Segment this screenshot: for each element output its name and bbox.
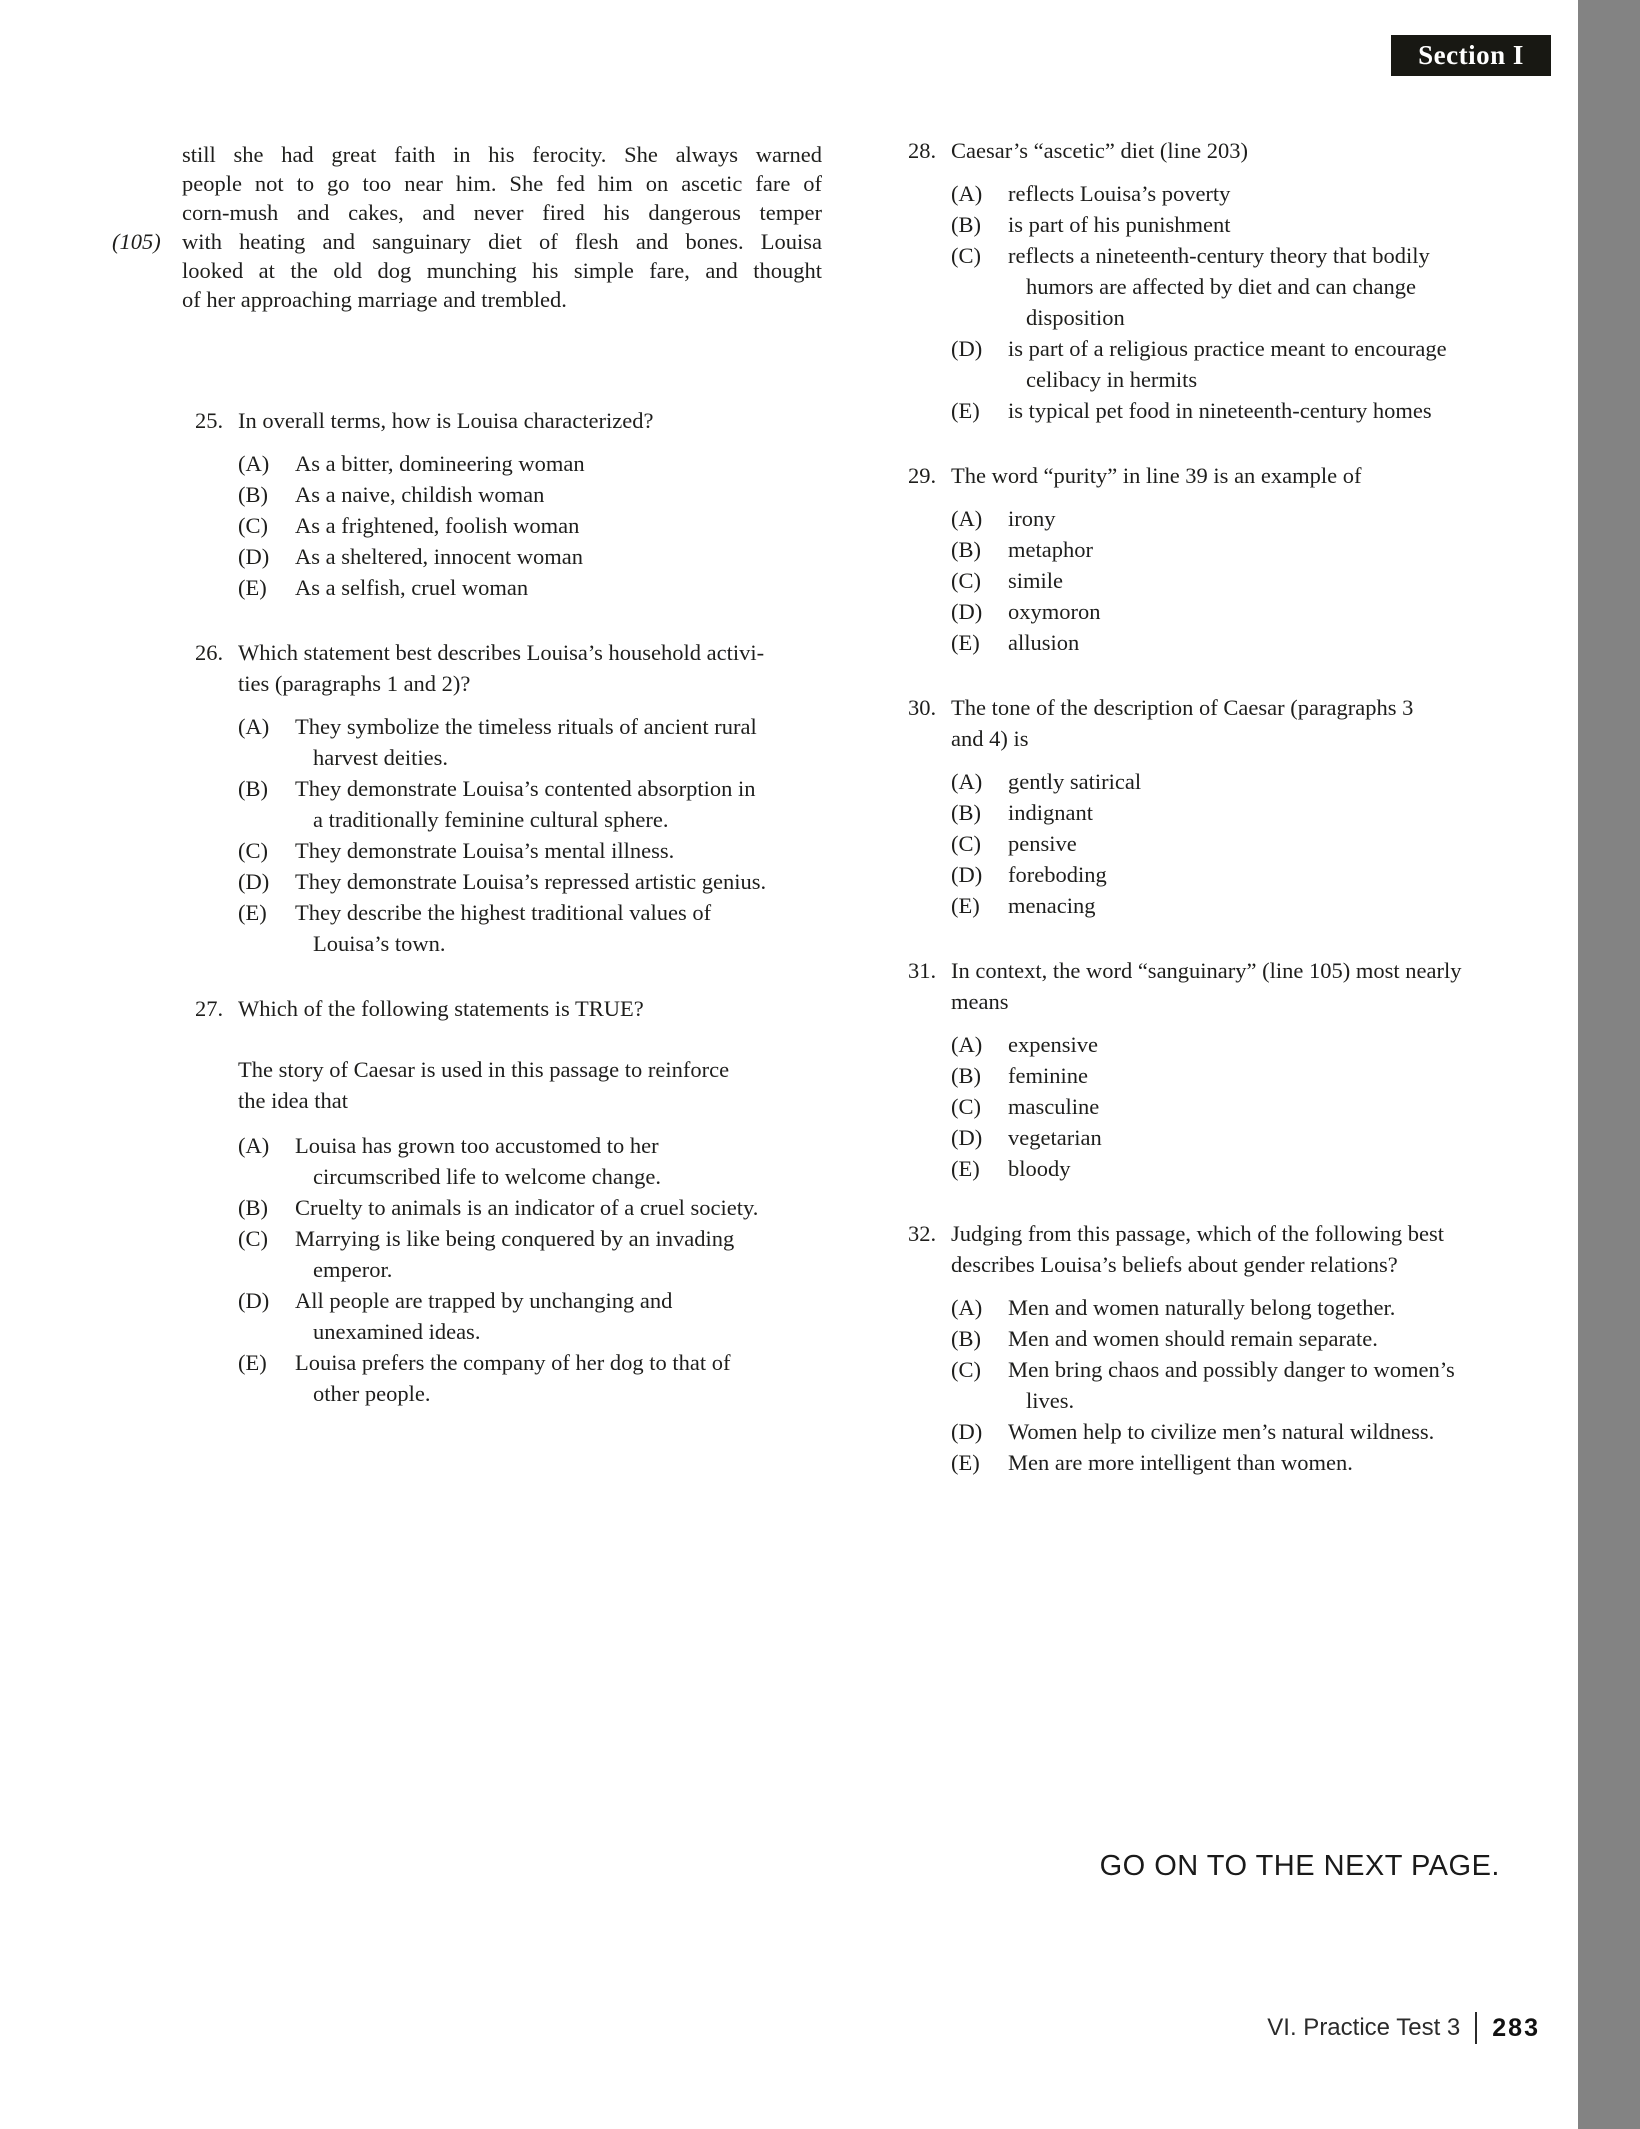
option-label: (B)	[951, 800, 981, 825]
option-row	[951, 333, 1558, 395]
option-text	[1008, 596, 1558, 627]
option-text	[1008, 1122, 1558, 1153]
question-number: 26.	[195, 640, 224, 665]
option-text-line: They demonstrate Louisa’s mental illness.	[295, 838, 675, 863]
options-list	[951, 766, 1558, 921]
option-label: (E)	[951, 1450, 980, 1475]
option-text-line: irony	[1008, 506, 1056, 531]
question-prompt	[238, 993, 870, 1024]
option-text	[295, 835, 870, 866]
prompt-line: The tone of the description of Caesar (paragraphs 3	[951, 695, 1414, 720]
option-row	[238, 1347, 870, 1409]
footer-page-number: 283	[1492, 2013, 1540, 2042]
passage-line: with heating and sanguinary diet of flesh and bones. Louisa	[182, 229, 822, 254]
option-text-line: gently satirical	[1008, 769, 1142, 794]
question-prompt	[951, 135, 1558, 166]
passage-line: looked at the old dog munching his simple fare, and thought	[182, 258, 822, 283]
option-text	[1008, 766, 1558, 797]
prompt-line: ties (paragraphs 1 and 2)?	[238, 671, 471, 696]
option-text	[295, 1285, 870, 1347]
option-row	[951, 1153, 1558, 1184]
option-text-line: humors are affected by diet and can change	[1026, 274, 1417, 299]
passage-excerpt	[112, 140, 822, 314]
question-32	[908, 1218, 1558, 1478]
questions-column-right	[908, 135, 1558, 1478]
option-text	[1008, 240, 1558, 333]
option-label: (C)	[951, 243, 981, 268]
option-label: (D)	[951, 336, 983, 361]
option-text	[295, 773, 870, 835]
option-label: (D)	[951, 862, 983, 887]
option-label: (B)	[951, 212, 981, 237]
passage-gutter	[112, 169, 182, 198]
option-label: (A)	[951, 1295, 983, 1320]
passage-line: people not to go too near him. She fed him on ascetic fare of	[182, 171, 822, 196]
option-text-line: Louisa’s town.	[313, 931, 446, 956]
option-text-line: simile	[1008, 568, 1063, 593]
option-text-line: foreboding	[1008, 862, 1107, 887]
option-text-line: They symbolize the timeless rituals of ancient rural	[295, 714, 757, 739]
question-prompt	[951, 692, 1558, 754]
option-text-line: pensive	[1008, 831, 1077, 856]
option-text	[295, 541, 870, 572]
option-label: (D)	[951, 1125, 983, 1150]
section-label: Section I	[1418, 40, 1524, 70]
option-text-line: circumscribed life to welcome change.	[313, 1164, 661, 1189]
footer-book-label: VI. Practice Test 3	[1267, 2014, 1461, 2041]
question-26	[195, 637, 870, 959]
option-label: (C)	[238, 1226, 268, 1251]
question-prompt	[951, 1218, 1558, 1280]
prompt-line: describes Louisa’s beliefs about gender relations?	[951, 1252, 1398, 1277]
option-text-line: As a bitter, domineering woman	[295, 451, 585, 476]
option-label: (A)	[951, 1032, 983, 1057]
option-row	[951, 797, 1558, 828]
option-label: (B)	[951, 537, 981, 562]
option-label: (D)	[238, 544, 270, 569]
option-text-line: reflects Louisa’s poverty	[1008, 181, 1231, 206]
option-text-line: allusion	[1008, 630, 1080, 655]
option-text-line: Louisa prefers the company of her dog to that of	[295, 1350, 731, 1375]
questions-column-left	[195, 405, 870, 1409]
option-label: (C)	[951, 1094, 981, 1119]
option-label: (E)	[238, 900, 267, 925]
option-text-line: celibacy in hermits	[1026, 367, 1198, 392]
option-text	[295, 1130, 870, 1192]
passage-gutter	[112, 256, 182, 285]
question-body	[951, 955, 1558, 1184]
option-text-line: Men bring chaos and possibly danger to women’s	[1008, 1357, 1455, 1382]
question-25	[195, 405, 870, 603]
option-label: (E)	[238, 1350, 267, 1375]
passage-line-row	[112, 140, 822, 169]
option-text-line: menacing	[1008, 893, 1096, 918]
option-text	[1008, 1029, 1558, 1060]
option-label: (B)	[238, 1195, 268, 1220]
option-text	[1008, 828, 1558, 859]
option-row	[238, 1130, 870, 1192]
option-text	[1008, 1447, 1558, 1478]
page-footer	[1267, 2008, 1540, 2048]
option-text-line: emperor.	[313, 1257, 393, 1282]
option-row	[951, 1416, 1558, 1447]
footer-separator	[1475, 2012, 1477, 2044]
option-row	[951, 209, 1558, 240]
options-list	[238, 448, 870, 603]
option-row	[238, 541, 870, 572]
option-label: (E)	[238, 575, 267, 600]
option-text	[1008, 1323, 1558, 1354]
option-row	[951, 395, 1558, 426]
option-label: (D)	[951, 1419, 983, 1444]
question-number: 27.	[195, 996, 224, 1021]
option-text-line: unexamined ideas.	[313, 1319, 481, 1344]
question-prompt	[238, 637, 870, 699]
go-on-instruction: GO ON TO THE NEXT PAGE.	[1099, 1850, 1500, 1882]
options-list	[951, 1292, 1558, 1478]
passage-gutter	[112, 140, 182, 169]
option-row	[951, 1122, 1558, 1153]
option-text	[1008, 1416, 1558, 1447]
question-number: 28.	[908, 138, 937, 163]
option-row	[951, 766, 1558, 797]
option-row	[238, 572, 870, 603]
option-row	[951, 565, 1558, 596]
option-text-line: bloody	[1008, 1156, 1071, 1181]
option-text	[295, 479, 870, 510]
option-text-line: Men are more intelligent than women.	[1008, 1450, 1353, 1475]
passage-gutter	[112, 285, 182, 314]
option-text	[1008, 565, 1558, 596]
option-text-line: is part of his punishment	[1008, 212, 1231, 237]
option-label: (E)	[951, 893, 980, 918]
question-number: 25.	[195, 408, 224, 433]
options-list	[238, 711, 870, 959]
question-30	[908, 692, 1558, 921]
option-label: (C)	[951, 568, 981, 593]
option-label: (A)	[951, 181, 983, 206]
options-list	[951, 178, 1558, 426]
option-text	[1008, 503, 1558, 534]
question-body	[238, 993, 870, 1409]
option-text	[1008, 1091, 1558, 1122]
option-text	[295, 1223, 870, 1285]
prompt-line: Which of the following statements is TRUE?	[238, 996, 644, 1021]
option-text	[1008, 178, 1558, 209]
option-text-line: metaphor	[1008, 537, 1093, 562]
question-body	[951, 460, 1558, 658]
option-text	[295, 572, 870, 603]
option-row	[951, 627, 1558, 658]
option-text	[1008, 1292, 1558, 1323]
option-row	[238, 1223, 870, 1285]
options-list	[951, 1029, 1558, 1184]
passage-line-number: (105)	[112, 229, 161, 254]
option-text-line: Marrying is like being conquered by an invading	[295, 1226, 735, 1251]
option-label: (C)	[238, 838, 268, 863]
option-row	[238, 897, 870, 959]
passage-line-row	[112, 227, 822, 256]
option-text-line: Women help to civilize men’s natural wildness.	[1008, 1419, 1435, 1444]
prompt-line: and 4) is	[951, 726, 1029, 751]
question-body	[238, 405, 870, 603]
option-row	[951, 1091, 1558, 1122]
question-27	[195, 993, 870, 1409]
option-text	[295, 711, 870, 773]
option-text	[1008, 534, 1558, 565]
option-text	[1008, 627, 1558, 658]
option-row	[238, 1285, 870, 1347]
prompt-line: Judging from this passage, which of the following best	[951, 1221, 1445, 1246]
option-label: (C)	[951, 1357, 981, 1382]
intro-line: the idea that	[238, 1088, 348, 1113]
question-28	[908, 135, 1558, 426]
options-list	[951, 503, 1558, 658]
option-label: (A)	[238, 714, 270, 739]
option-text-line: harvest deities.	[313, 745, 448, 770]
option-row	[238, 773, 870, 835]
option-text-line: As a sheltered, innocent woman	[295, 544, 584, 569]
question-31	[908, 955, 1558, 1184]
prompt-line: In context, the word “sanguinary” (line 105) most nearly	[951, 958, 1462, 983]
question-29	[908, 460, 1558, 658]
option-label: (E)	[951, 630, 980, 655]
option-label: (A)	[238, 1133, 270, 1158]
option-label: (A)	[238, 451, 270, 476]
option-text	[295, 1347, 870, 1409]
option-row	[951, 828, 1558, 859]
option-text-line: Men and women should remain separate.	[1008, 1326, 1378, 1351]
page-edge-band	[1578, 0, 1640, 2129]
option-text-line: expensive	[1008, 1032, 1098, 1057]
passage-gutter	[112, 198, 182, 227]
option-text	[295, 897, 870, 959]
prompt-line: Caesar’s “ascetic” diet (line 203)	[951, 138, 1248, 163]
option-text-line: other people.	[313, 1381, 431, 1406]
option-label: (B)	[951, 1063, 981, 1088]
question-prompt	[238, 405, 870, 436]
question-prompt	[951, 460, 1558, 491]
question-number: 31.	[908, 958, 937, 983]
intro-line: The story of Caesar is used in this passage to reinforce	[238, 1057, 730, 1082]
prompt-line: The word “purity” in line 39 is an example of	[951, 463, 1362, 488]
option-text	[1008, 209, 1558, 240]
option-text-line: is typical pet food in nineteenth-century homes	[1008, 398, 1432, 423]
option-text	[295, 1192, 870, 1223]
option-row	[951, 240, 1558, 333]
question-number: 30.	[908, 695, 937, 720]
option-label: (D)	[951, 599, 983, 624]
question-prompt	[951, 955, 1558, 1017]
option-text-line: feminine	[1008, 1063, 1088, 1088]
option-row	[238, 711, 870, 773]
passage-line: corn-mush and cakes, and never fired his dangerous temper	[182, 200, 822, 225]
option-label: (B)	[951, 1326, 981, 1351]
passage-line-row	[112, 198, 822, 227]
option-row	[238, 479, 870, 510]
section-header	[1391, 35, 1551, 76]
option-row	[238, 835, 870, 866]
option-text-line: lives.	[1026, 1388, 1075, 1413]
option-text	[1008, 333, 1558, 395]
option-label: (C)	[238, 513, 268, 538]
option-text-line: a traditionally feminine cultural sphere.	[313, 807, 669, 832]
passage-line: of her approaching marriage and trembled.	[182, 287, 567, 312]
option-text-line: indignant	[1008, 800, 1093, 825]
option-text	[1008, 395, 1558, 426]
prompt-line: means	[951, 989, 1009, 1014]
option-label: (D)	[238, 1288, 270, 1313]
option-text-line: They demonstrate Louisa’s repressed artistic genius.	[295, 869, 767, 894]
option-text	[1008, 1060, 1558, 1091]
passage-line-row	[112, 285, 822, 314]
option-row	[951, 534, 1558, 565]
option-row	[951, 178, 1558, 209]
option-row	[238, 866, 870, 897]
option-label: (D)	[238, 869, 270, 894]
options-list	[238, 1130, 870, 1409]
option-text-line: Louisa has grown too accustomed to her	[295, 1133, 659, 1158]
option-row	[951, 1292, 1558, 1323]
option-row	[951, 1029, 1558, 1060]
option-row	[951, 1354, 1558, 1416]
option-label: (B)	[238, 776, 268, 801]
option-text	[295, 510, 870, 541]
prompt-line: In overall terms, how is Louisa characterized?	[238, 408, 654, 433]
option-text-line: They describe the highest traditional values of	[295, 900, 712, 925]
passage-line-row	[112, 256, 822, 285]
option-text-line: As a naive, childish woman	[295, 482, 545, 507]
option-row	[951, 1447, 1558, 1478]
option-label: (A)	[951, 769, 983, 794]
option-row	[951, 1323, 1558, 1354]
option-text-line: Cruelty to animals is an indicator of a cruel society.	[295, 1195, 759, 1220]
question-body	[951, 1218, 1558, 1478]
question-body	[238, 637, 870, 959]
option-text	[1008, 1153, 1558, 1184]
option-text-line: vegetarian	[1008, 1125, 1102, 1150]
option-label: (C)	[951, 831, 981, 856]
question-number: 29.	[908, 463, 937, 488]
option-label: (E)	[951, 398, 980, 423]
option-text-line: oxymoron	[1008, 599, 1101, 624]
option-text	[1008, 890, 1558, 921]
option-row	[238, 448, 870, 479]
question-number: 32.	[908, 1221, 937, 1246]
option-row	[951, 1060, 1558, 1091]
option-text-line: reflects a nineteenth-century theory that bodily	[1008, 243, 1430, 268]
option-text-line: disposition	[1026, 305, 1125, 330]
option-text	[1008, 1354, 1558, 1416]
option-row	[238, 510, 870, 541]
question-intro	[238, 1054, 870, 1116]
option-text-line: All people are trapped by unchanging and	[295, 1288, 673, 1313]
option-text-line: Men and women naturally belong together.	[1008, 1295, 1396, 1320]
option-text-line: is part of a religious practice meant to encourage	[1008, 336, 1447, 361]
question-body	[951, 135, 1558, 426]
option-row	[951, 503, 1558, 534]
option-label: (E)	[951, 1156, 980, 1181]
option-text-line: masculine	[1008, 1094, 1100, 1119]
option-text-line: As a selfish, cruel woman	[295, 575, 529, 600]
option-row	[951, 859, 1558, 890]
option-text-line: As a frightened, foolish woman	[295, 513, 580, 538]
prompt-line: Which statement best describes Louisa’s household activi-	[238, 640, 765, 665]
option-text-line: They demonstrate Louisa’s contented absorption in	[295, 776, 756, 801]
option-text	[1008, 797, 1558, 828]
option-row	[238, 1192, 870, 1223]
option-text	[1008, 859, 1558, 890]
option-label: (B)	[238, 482, 268, 507]
option-text	[295, 448, 870, 479]
question-body	[951, 692, 1558, 921]
passage-line: still she had great faith in his ferocity. She always warned	[182, 142, 822, 167]
option-row	[951, 596, 1558, 627]
option-row	[951, 890, 1558, 921]
option-label: (A)	[951, 506, 983, 531]
option-text	[295, 866, 870, 897]
passage-line-row	[112, 169, 822, 198]
